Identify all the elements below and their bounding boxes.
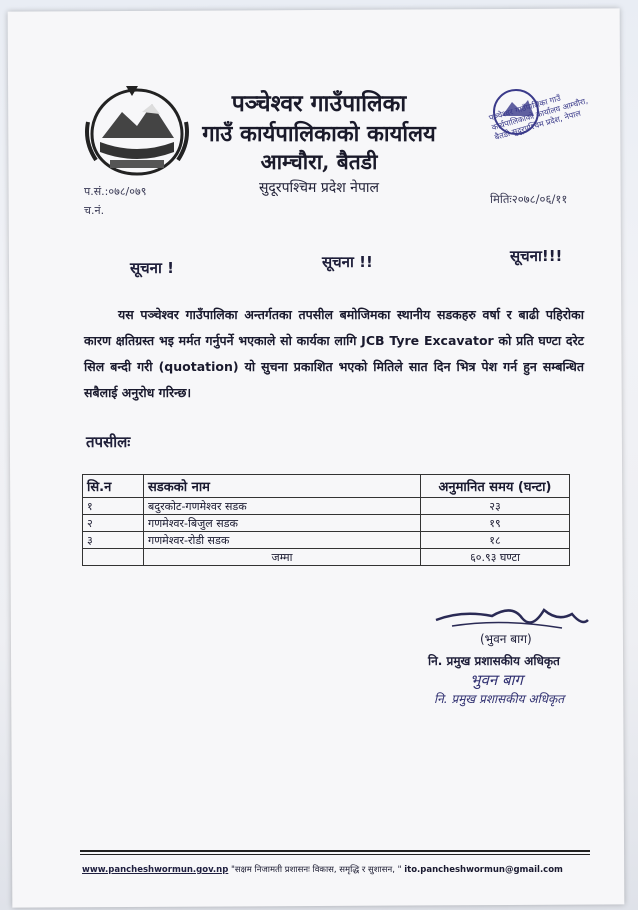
total-label: जम्मा: [144, 549, 421, 566]
row-sn: २: [83, 515, 144, 532]
date: मितिः२०७८/०६/११: [490, 192, 568, 206]
total-value: ६०.९३ घण्टा: [421, 549, 570, 566]
notice-body: यस पञ्चेश्वर गाउँपालिका अन्तर्गतका तपसील बमोजिमका स्थानीय सडकहरु वर्षा र बाढी पहिरोका कारण क्षतिग्रस्त भइ मर्मत गर्नुपर्ने भएकाले सो कार्यका लागि JCB Tyre Excavator को प्रति घण्टा दरेट सिल बन्दी गरी (quotation) यो सुचना प्रकाशित भएको मितिले सात दिन भित्र पेश गर्न हुन सम्बन्धित सबैलाई अनुरोध गरिन्छ।: [84, 307, 584, 400]
footer: [82, 864, 592, 875]
notice-heading-2: सूचना !!: [322, 253, 373, 271]
table-row: [83, 498, 570, 515]
header-line-4: सुदूरपश्चिम प्रदेश नेपाल: [258, 180, 380, 196]
table-total-row: [83, 549, 570, 566]
details-heading: तपसीलः: [86, 433, 131, 451]
row-hours: १८: [421, 532, 570, 549]
header-road-name: सडकको नाम: [144, 475, 421, 498]
table-header-row: [83, 475, 570, 498]
footer-slogan: "सक्षम निजामती प्रशासनः विकास, समृद्धि र सुशासन, ": [231, 865, 402, 875]
row-hours: २३: [421, 498, 570, 515]
dispatch-number: च.नं.: [84, 204, 105, 217]
footer-divider: [80, 850, 590, 852]
total-blank: [83, 549, 144, 566]
row-sn: ३: [83, 532, 144, 549]
signatory-title: नि. प्रमुख प्रशासकीय अधिकृत: [428, 654, 560, 668]
reference-number: प.सं.:०७८/०७९: [84, 185, 147, 198]
row-sn: १: [83, 498, 144, 515]
header-sn: सि.न: [83, 475, 144, 498]
header-line-2: गाउँ कार्यपालिकाको कार्यालय: [202, 121, 436, 147]
header-line-3: आम्चौरा, बैतडी: [260, 149, 378, 174]
header-hours: अनुमानित समय (घन्टा): [421, 475, 570, 498]
notice-heading-3: सूचना!!!: [510, 247, 563, 265]
notice-heading-1: सूचना !: [130, 259, 174, 277]
row-hours: १९: [421, 515, 570, 532]
stamp-signatory-title: नि. प्रमुख प्रशासकीय अधिकृत: [434, 692, 565, 706]
row-name: बदुरकोट-गणमेश्वर सडक: [144, 498, 421, 515]
signatory-name-parenthesized: (भुवन बाग): [480, 632, 532, 646]
table-row: [83, 515, 570, 532]
road-table: [82, 474, 570, 566]
row-name: गणमेश्वर-बिजुल सडक: [144, 515, 421, 532]
row-name: गणमेश्वर-रोडी सडक: [144, 532, 421, 549]
header-line-1: पञ्चेश्वर गाउँपालिका: [231, 90, 407, 117]
seal-text: पञ्चेश्वर गाउँपालिका गाउँ कार्यपालिकाको कार्यालय आम्चौरा, बैतडी सुदूरपश्चिम प्रदेश, नेपाल: [488, 93, 589, 142]
footer-website-link[interactable]: www.pancheshwormun.gov.np: [82, 865, 229, 875]
official-seal: [482, 84, 589, 170]
table-row: [83, 532, 570, 549]
footer-divider-thin: [80, 854, 590, 855]
stamp-signatory-name: भुवन बाग: [470, 671, 523, 689]
footer-email[interactable]: ito.pancheshwormun@gmail.com: [404, 865, 563, 875]
